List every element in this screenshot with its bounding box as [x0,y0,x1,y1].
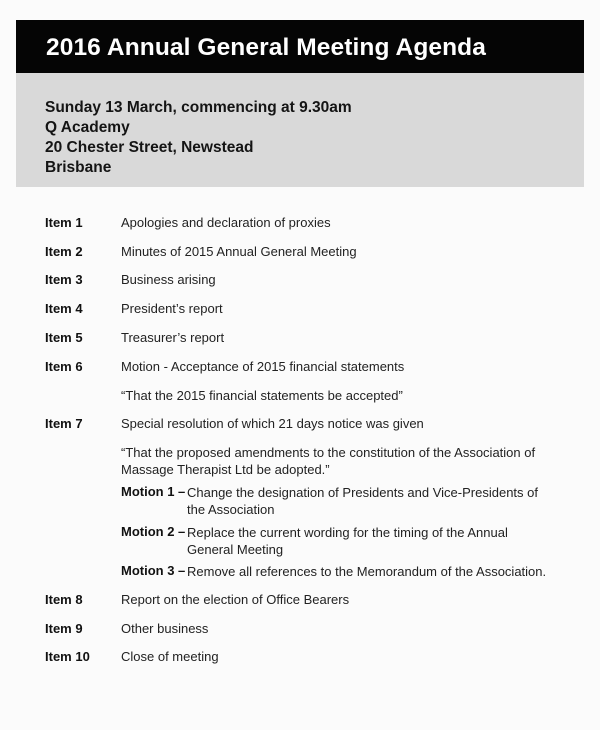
meeting-city: Brisbane [45,159,112,176]
agenda-item-text: Report on the election of Office Bearers [121,592,350,607]
agenda-item-text: President’s report [121,301,223,316]
document-title: 2016 Annual General Meeting Agenda [46,34,486,61]
agenda-item-label: Item 1 [45,215,83,230]
agenda-item-label: Item 5 [45,330,83,345]
agenda-item-text: Other business [121,621,209,636]
agenda-item-label: Item 3 [45,272,83,287]
motion-text: Remove all references to the Memorandum of the Association. [187,564,547,579]
agenda-item-text: Treasurer’s report [121,330,225,345]
meeting-details-box [16,73,584,187]
agenda-item-text: Motion - Acceptance of 2015 financial statements [121,359,405,374]
item6-resolution-quote: “That the 2015 financial statements be accepted” [121,388,403,403]
motion-text: Replace the current wording for the timing of the Annual General Meeting [187,525,508,557]
item7-resolution-quote: “That the proposed amendments to the constitution of the Association of Massage Therapist Ltd be adopted.” [121,445,536,477]
motion-label: Motion 2 – [121,524,186,539]
meeting-address: 20 Chester Street, Newstead [45,139,254,156]
agenda-item-label: Item 10 [45,649,90,664]
agenda-item-label: Item 4 [45,301,83,316]
meeting-venue: Q Academy [45,119,130,136]
agenda-item-label: Item 2 [45,244,83,259]
agenda-item-label: Item 7 [45,416,83,431]
agenda-item-text: Close of meeting [121,649,219,664]
agenda-item-label: Item 6 [45,359,83,374]
agenda-item-text: Special resolution of which 21 days notice was given [121,416,424,431]
agenda-item-text: Apologies and declaration of proxies [121,215,331,230]
motion-label: Motion 3 – [121,563,186,578]
title-bar [16,20,584,73]
agenda-item-text: Business arising [121,272,216,287]
motion-text: Change the designation of Presidents and Vice-Presidents of the Association [187,485,538,517]
agenda-item-text: Minutes of 2015 Annual General Meeting [121,244,357,259]
meeting-date-time: Sunday 13 March, commencing at 9.30am [45,99,352,116]
agenda-item-label: Item 8 [45,592,83,607]
agenda-item-label: Item 9 [45,621,83,636]
motion-label: Motion 1 – [121,484,186,499]
